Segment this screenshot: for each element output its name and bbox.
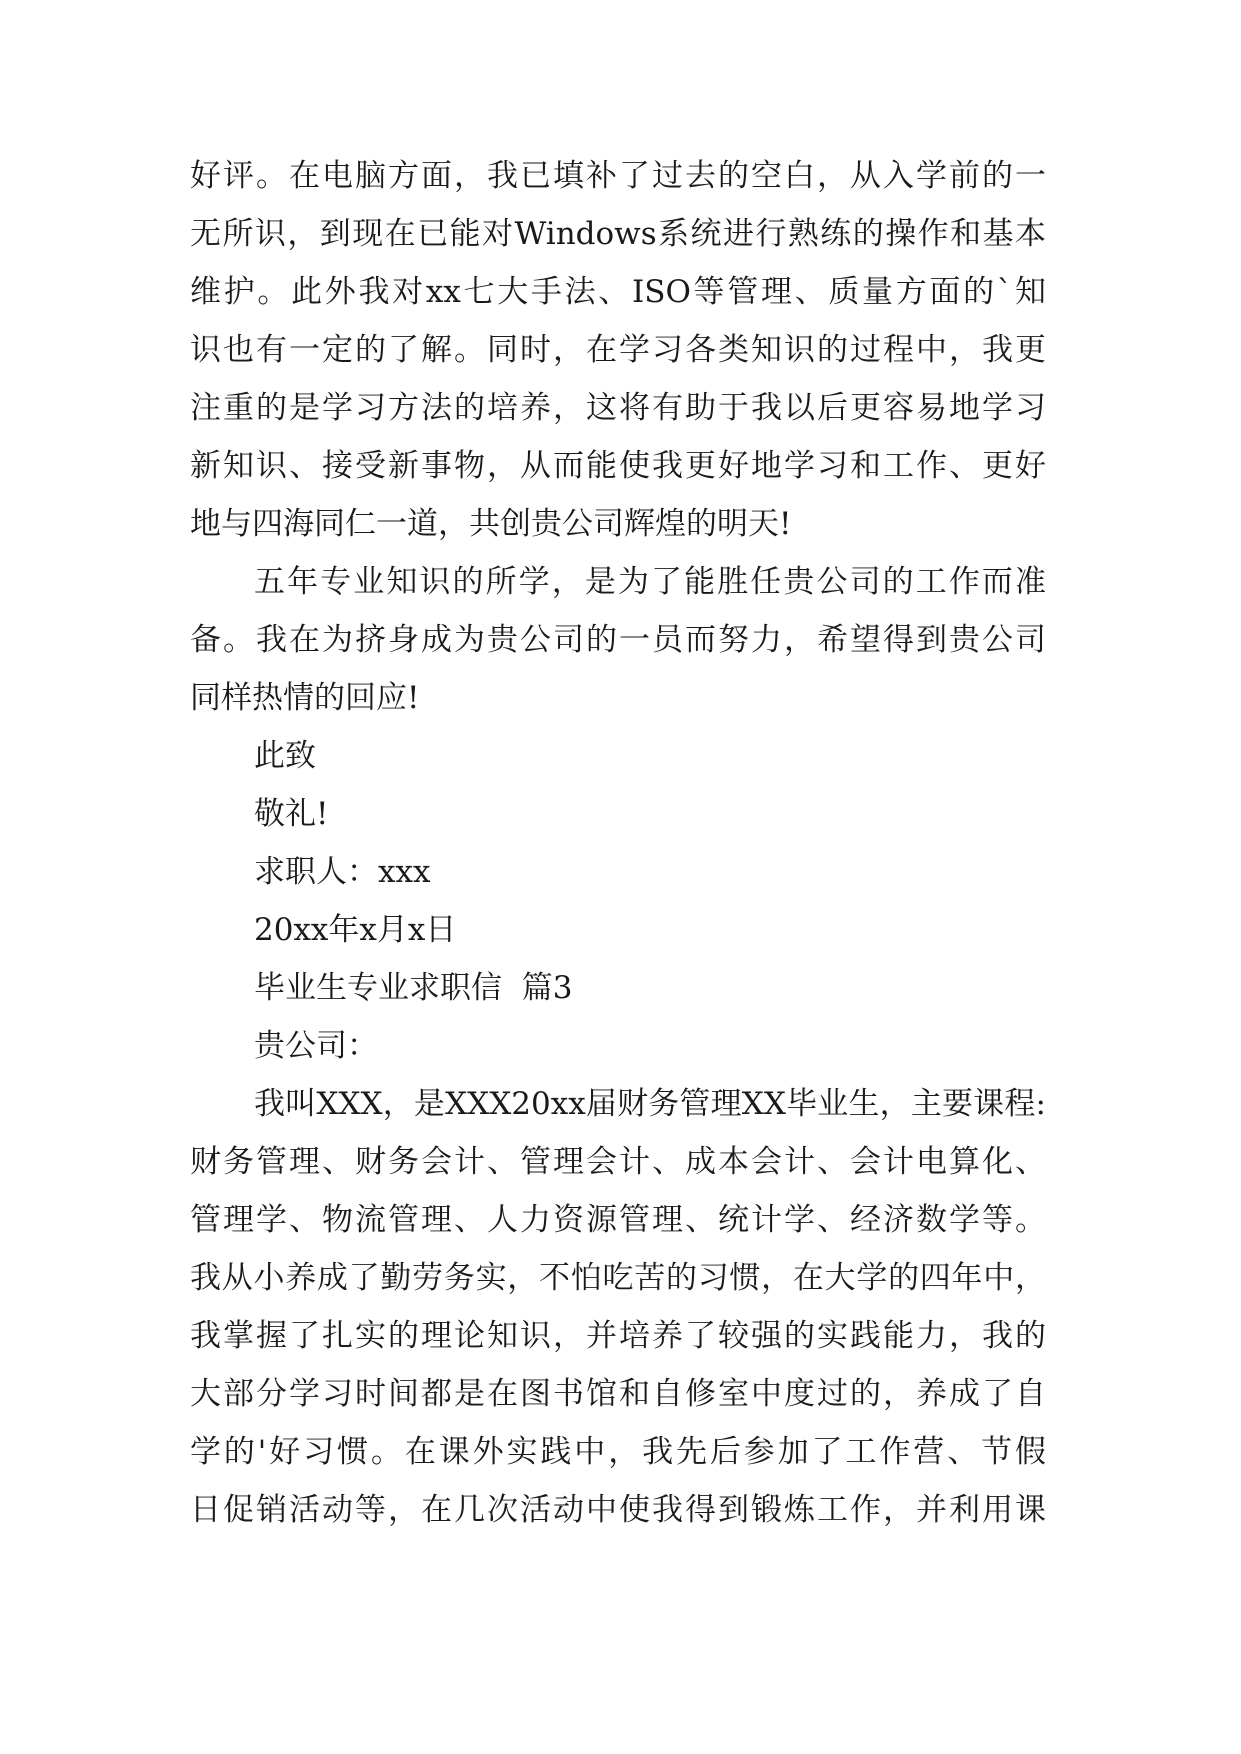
closing-signature: 求职人：xxx bbox=[254, 854, 431, 890]
paragraph-3-line-4: 我从小养成了勤劳务实，不怕吃苦的习惯，在大学的四年中， bbox=[190, 1260, 1046, 1296]
letter-greeting: 贵公司： bbox=[254, 1028, 378, 1064]
closing-regards: 敬礼! bbox=[254, 796, 329, 832]
paragraph-3-line-8: 日促销活动等，在几次活动中使我得到锻炼工作，并利用课 bbox=[190, 1492, 1046, 1528]
paragraph-2-line-1: 五年专业知识的所学，是为了能胜任贵公司的工作而准 bbox=[254, 564, 1046, 600]
paragraph-3-line-2: 财务管理、财务会计、管理会计、成本会计、会计电算化、 bbox=[190, 1144, 1046, 1180]
closing-salutation: 此致 bbox=[254, 738, 316, 774]
paragraph-2-line-2: 备。我在为挤身成为贵公司的一员而努力，希望得到贵公司 bbox=[190, 622, 1046, 658]
paragraph-1-line-1: 好评。在电脑方面，我已填补了过去的空白，从入学前的一 bbox=[190, 158, 1046, 194]
paragraph-3-line-6: 大部分学习时间都是在图书馆和自修室中度过的，养成了自 bbox=[190, 1376, 1046, 1412]
paragraph-1-line-7: 地与四海同仁一道，共创贵公司辉煌的明天! bbox=[190, 506, 792, 542]
paragraph-3-line-3: 管理学、物流管理、人力资源管理、统计学、经济数学等。 bbox=[190, 1202, 1046, 1238]
paragraph-1-line-6: 新知识、接受新事物，从而能使我更好地学习和工作、更好 bbox=[190, 448, 1046, 484]
paragraph-3-line-5: 我掌握了扎实的理论知识，并培养了较强的实践能力，我的 bbox=[190, 1318, 1046, 1354]
paragraph-1-line-5: 注重的是学习方法的培养，这将有助于我以后更容易地学习 bbox=[190, 390, 1046, 426]
section-title: 毕业生专业求职信 篇3 bbox=[254, 970, 573, 1006]
paragraph-2-line-3: 同样热情的回应! bbox=[190, 680, 420, 716]
paragraph-3-line-7: 学的'好习惯。在课外实践中，我先后参加了工作营、节假 bbox=[190, 1434, 1046, 1470]
paragraph-1-line-3: 维护。此外我对xx七大手法、ISO等管理、质量方面的`知 bbox=[190, 274, 1046, 310]
paragraph-1-line-4: 识也有一定的了解。同时，在学习各类知识的过程中，我更 bbox=[190, 332, 1046, 368]
paragraph-3-line-1: 我叫XXX，是XXX20xx届财务管理XX毕业生，主要课程: bbox=[254, 1086, 1046, 1122]
closing-date: 20xx年x月x日 bbox=[254, 912, 457, 948]
paragraph-1-line-2: 无所识，到现在已能对Windows系统进行熟练的操作和基本 bbox=[190, 216, 1046, 252]
